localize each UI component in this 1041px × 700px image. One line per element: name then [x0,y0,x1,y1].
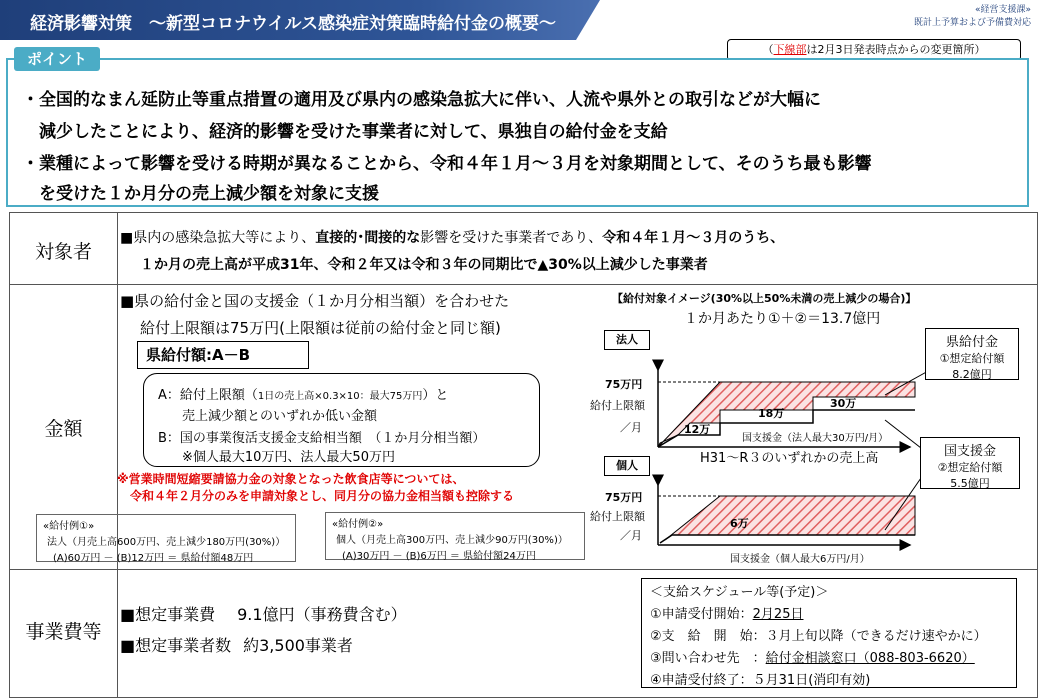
change-note-rest: は2月3日発表時点からの変更箇所） [806,43,986,56]
cost-value-2: 約3,500事業者 [243,636,353,655]
corp-value-30: 30万 [830,397,857,410]
row-separator [9,569,1038,570]
cost-label-2: ■想定事業者数 [120,636,232,655]
schedule-row-3-label: ③問い合わせ先 ： [650,651,766,666]
department-note [914,4,1031,30]
point-line-2: 減少したことにより、経済的影響を受けた事業者に対して、県独自の給付金を支給 [22,122,668,142]
indiv-ylabel-2: ／月 [620,529,642,542]
formula-a-text: A：給付上限額（ [158,388,258,403]
schedule-row-3-value: 給付金相談窓口（088-803-6620） [765,651,975,666]
row-head-amount: 金額 [44,418,83,440]
example-2-line-2: (A)30万円 － (B)6万円 ＝ 県給付額24万円 [342,551,536,562]
corp-ylabel: 給付上限額 [590,399,645,412]
pref-box-l3: 8.2億円 [952,368,992,381]
indiv-ylabel: 給付上限額 [590,510,645,523]
row-head-cost: 事業費等 [25,621,102,643]
target-text-b: 直接的･間接的な [315,230,421,246]
schedule-row-4: ④申請受付終了：５月31日(消印有効) [650,673,871,688]
change-note-open: （ [762,43,774,56]
schedule-box [641,578,1017,688]
indiv-label: 個人 [604,456,650,476]
formula-box: 県給付額:A－B [137,341,309,369]
example-2-box [325,512,585,560]
schedule-row-1 [650,603,1016,622]
formula-a-small: 1日の売上高×0.3×10：最大75万円 [257,391,423,402]
chart-title: 【給付対象イメージ(30%以上50%未満の売上減少の場合)】 [612,292,917,305]
example-1-line-2: (A)60万円 － (B)12万円 ＝ 県給付額48万円 [53,553,254,564]
corp-value-18: 18万 [758,407,785,420]
example-1-box [36,514,296,562]
pref-benefit-box [925,328,1019,380]
formula-a-end: ）と [422,388,449,403]
cost-line-1 [120,602,407,625]
indiv-ymax: 75万円 [605,491,643,504]
example-2-line-1: 個人（月売上高300万円、売上減少90万円(30%)） [336,535,568,546]
pref-box-l1: 県給付金 [945,335,998,350]
point-label: ポイント [14,47,100,71]
national-support-box [920,437,1020,489]
dept-line-2: 既計上予算および予備費対応 [913,18,1031,28]
schedule-row-2: ②支 給 開 始：３月上旬以降（できるだけ速やかに） [650,629,987,644]
corp-value-12: 12万 [684,423,711,436]
target-line-2: １か月の売上高が平成31年、令和２年又は令和３年の同期比で▲30%以上減少した事業者 [140,257,708,273]
amount-line-2: 給付上限額は75万円(上限額は従前の給付金と同じ額) [140,319,501,337]
target-line-1 [120,227,784,247]
page-title: 経済影響対策 ～新型コロナウイルス感染症対策臨時給付金の概要～ [30,14,556,34]
formula-a-line-2: 売上減少額とのいずれか低い金額 [182,409,378,424]
change-note-red: 下線部 [773,43,807,56]
cost-label-1: ■想定事業費 [120,605,216,624]
point-line-4: を受けた１か月分の売上減少額を対象に支援 [22,184,379,204]
cost-line-2 [120,633,353,656]
cost-value-1: 9.1億円（事務費含む） [237,605,407,624]
schedule-row-3 [650,647,1016,666]
indiv-value-6: 6万 [730,517,749,530]
example-2-title: «給付例②» [332,519,384,530]
example-1-title: «給付例①» [43,521,95,532]
row-separator [9,284,1038,285]
formula-b-line-2: ※個人最大10万円、法人最大50万円 [182,450,395,465]
formula-a-line-1 [158,384,448,403]
amount-line-1: ■県の給付金と国の支援金（１か月分相当額）を合わせた [120,292,510,310]
corp-label: 法人 [604,330,650,350]
target-text-c: 影響を受けた事業者であり、 [420,230,603,246]
nat-box-l2: ②想定給付額 [937,461,1003,474]
restaurant-note-1: ※営業時間短縮要請協力金の対象となった飲食店等については、 [117,472,465,486]
schedule-row-1-label: ①申請受付開始： [650,607,753,622]
pref-box-l2: ①想定給付額 [939,352,1005,365]
point-line-1: ・全国的なまん延防止等重点措置の適用及び県内の感染急拡大に伴い、人流や県外との取引などが大幅に [22,90,821,110]
chart-subtitle: １か月あたり①＋②＝13.7億円 [684,311,881,327]
corp-ylabel-2: ／月 [620,421,642,434]
dept-line-1: «経営支援課» [974,5,1031,15]
restaurant-note-2: 令和４年２月分のみを申請対象とし、同月分の協力金相当額も控除する [130,489,515,503]
row-head-target: 対象者 [34,241,92,263]
corp-ymax: 75万円 [605,378,643,391]
schedule-row-1-value: 2月25日 [752,607,804,622]
chart-xlabel: H31～R３のいずれかの売上高 [700,451,879,466]
nat-box-l3: 5.5億円 [950,477,990,490]
target-text-d: 令和４年１月～３月のうち、 [602,230,785,246]
example-1-line-1: 法人（月売上高600万円、売上減少180万円(30%)） [47,537,286,548]
schedule-title: ＜支給スケジュール等(予定)＞ [650,585,829,600]
indiv-support-step [660,535,915,543]
target-text-a: ■県内の感染急拡大等により、 [120,230,316,246]
formula-b-line-1: B：国の事業復活支援金支給相当額 （１か月分相当額） [158,431,486,446]
nat-box-l1: 国支援金 [943,444,996,459]
indiv-support-label: 国支援金（個人最大6万円/月） [730,554,870,565]
indiv-pref-area [665,496,915,540]
corp-support-label: 国支援金（法人最大30万円/月） [742,433,889,444]
point-line-3: ・業種によって影響を受ける時期が異なることから、令和４年１月～３月を対象期間として、そのうち最も影響 [22,154,872,174]
